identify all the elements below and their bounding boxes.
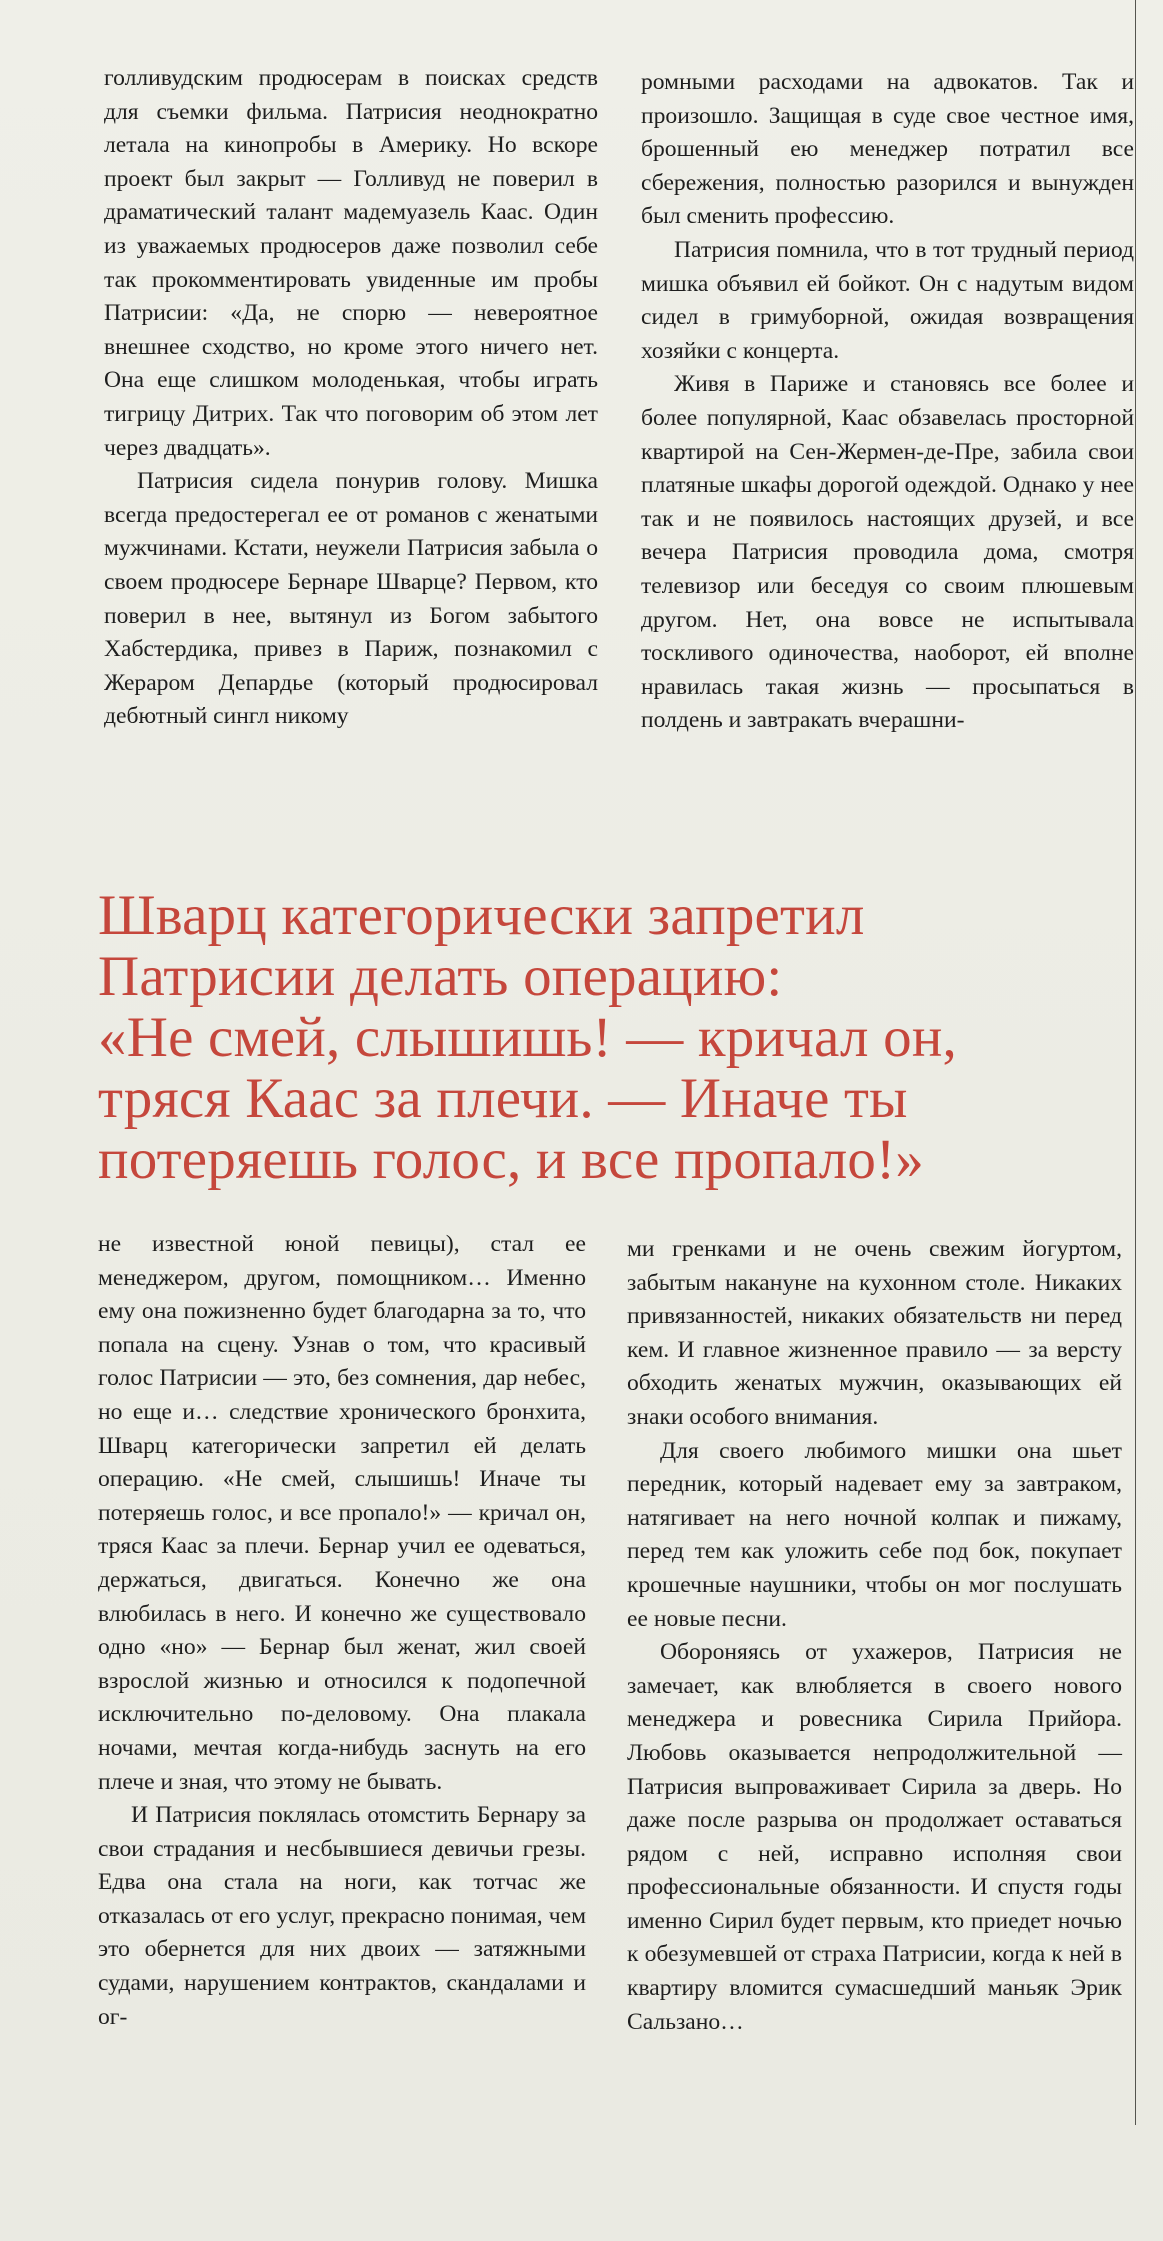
- paragraph: голливудским продюсерам в поисках средств для съемки фильма. Патрисия неоднократно летала на кинопробы в Америку. Но вскоре проект был закрыт — Голливуд не поверил в драматический талант мадемуазель Каас. Один из уважаемых продюсеров даже позволил себе так прокомментировать увиденные им пробы Патрисии: «Да, не спорю — невероятное внешнее сходство, но кроме этого ничего нет. Она еще слишком молоденькая, чтобы играть тигрицу Дитрих. Так что поговорим об этом лет через двадцать».: [104, 65, 598, 461]
- paragraph: Для своего любимого мишки она шьет передник, который надевает ему за завтраком, натягивает на него ночной колпак и пижаму, перед тем как уложить себе под бок, покупает крошечные наушники, чтобы он мог послушать ее новые песни.: [627, 1437, 1122, 1632]
- paragraph: Патрисия помнила, что в тот трудный период мишка объявил ей бойкот. Он с надутым видом сидел в гримуборной, ожидая возвращения хозяйки с концерта.: [641, 236, 1134, 364]
- article-column-top-right: [641, 66, 1134, 738]
- pull-quote-line: Шварц категорически запретил: [98, 884, 865, 947]
- paragraph: ми гренками и не очень свежим йогуртом, забытым накануне на кухонном столе. Никаких привязанностей, никаких обязательств ни перед кем. И главное жизненное правило — за версту обходить женатых мужчин, оказывающих ей знаки особого внимания.: [627, 1236, 1122, 1430]
- paragraph: Обороняясь от ухажеров, Патрисия не замечает, как влюбляется в своего нового менеджера и ровесника Сирила Прийора. Любовь оказывается непродолжительной — Патрисия выпроваживает Сирила за дверь. Но даже после разрыва он продолжает оставаться рядом с ней, исправно исполняя свои профессиональные обязанности. И спустя годы именно Сирил будет первым, кто приедет ночью к обезумевшей от страха Патрисии, когда к ней в квартиру вломится сумасшедший маньяк Эрик Сальзано…: [627, 1639, 1122, 2035]
- article-column-top-left: [104, 62, 598, 734]
- paragraph: не известной юной певицы), стал ее менеджером, другом, помощником… Именно ему она пожизненно будет благодарна за то, что попала на сцену. Узнав о том, что красивый голос Патрисии — это, без сомнения, дар небес, но еще и… следствие хронического бронхита, Шварц категорически запретил ей делать операцию. «Не смей, слышишь! Иначе ты потеряешь голос, и все пропало!» — кричал он, тряся Каас за плечи. Бернар учил ее одеваться, держаться, двигаться. Конечно же она влюбилась в него. И конечно же существовало одно «но» — Бернар был женат, жил своей взрослой жизнью и относился к подопечной исключительно по-деловому. Она плакала ночами, мечтая когда-нибудь заснуть на его плече и зная, что этому не бывать.: [98, 1231, 586, 1795]
- pull-quote-line: Патрисии делать операцию:: [98, 945, 783, 1008]
- paragraph: И Патрисия поклялась отомстить Бернару за свои страдания и несбывшиеся девичьи грезы. Едва она стала на ноги, как тотчас же отказалась от его услуг, прекрасно понимая, чем это обернется для них двоих — затяжными судами, нарушением контрактов, скандалами и ог-: [98, 1802, 586, 2030]
- pull-quote-line: «Не смей, слышишь! — кричал он,: [98, 1006, 958, 1069]
- pull-quote-line: тряся Каас за плечи. — Иначе ты: [98, 1067, 908, 1130]
- paragraph: Патрисия сидела понурив голову. Мишка всегда предостерегал ее от романов с женатыми мужчинами. Кстати, неужели Патрисия забыла о своем продюсере Бернаре Шварце? Первом, кто поверил в нее, вытянул из Богом забытого Хабстердика, привез в Париж, познакомил с Жераром Депардье (который продюсировал дебютный сингл никому: [104, 468, 598, 730]
- paragraph: Живя в Париже и становясь все более и более популярной, Каас обзавелась просторной квартирой на Сен-Жермен-де-Пре, забила свои платяные шкафы дорогой одеждой. Однако у нее так и не появилось настоящих друзей, и все вечера Патрисия проводила дома, смотря телевизор или беседуя со своим плюшевым другом. Нет, она вовсе не испытывала тоскливого одиночества, наоборот, ей вполне нравилась такая жизнь — просыпаться в полдень и завтракать вчерашни-: [641, 371, 1134, 734]
- column-divider-line: [1135, 0, 1136, 2125]
- paragraph: ромными расходами на адвокатов. Так и произошло. Защищая в суде свое честное имя, брошенный ею менеджер потратил все сбережения, полностью разорился и вынужден был сменить профессию.: [641, 69, 1134, 230]
- article-column-bottom-left: [98, 1228, 586, 2034]
- pull-quote: [98, 885, 1108, 1190]
- pull-quote-line: потеряешь голос, и все пропало!»: [98, 1128, 924, 1191]
- article-column-bottom-right: [627, 1233, 1122, 2039]
